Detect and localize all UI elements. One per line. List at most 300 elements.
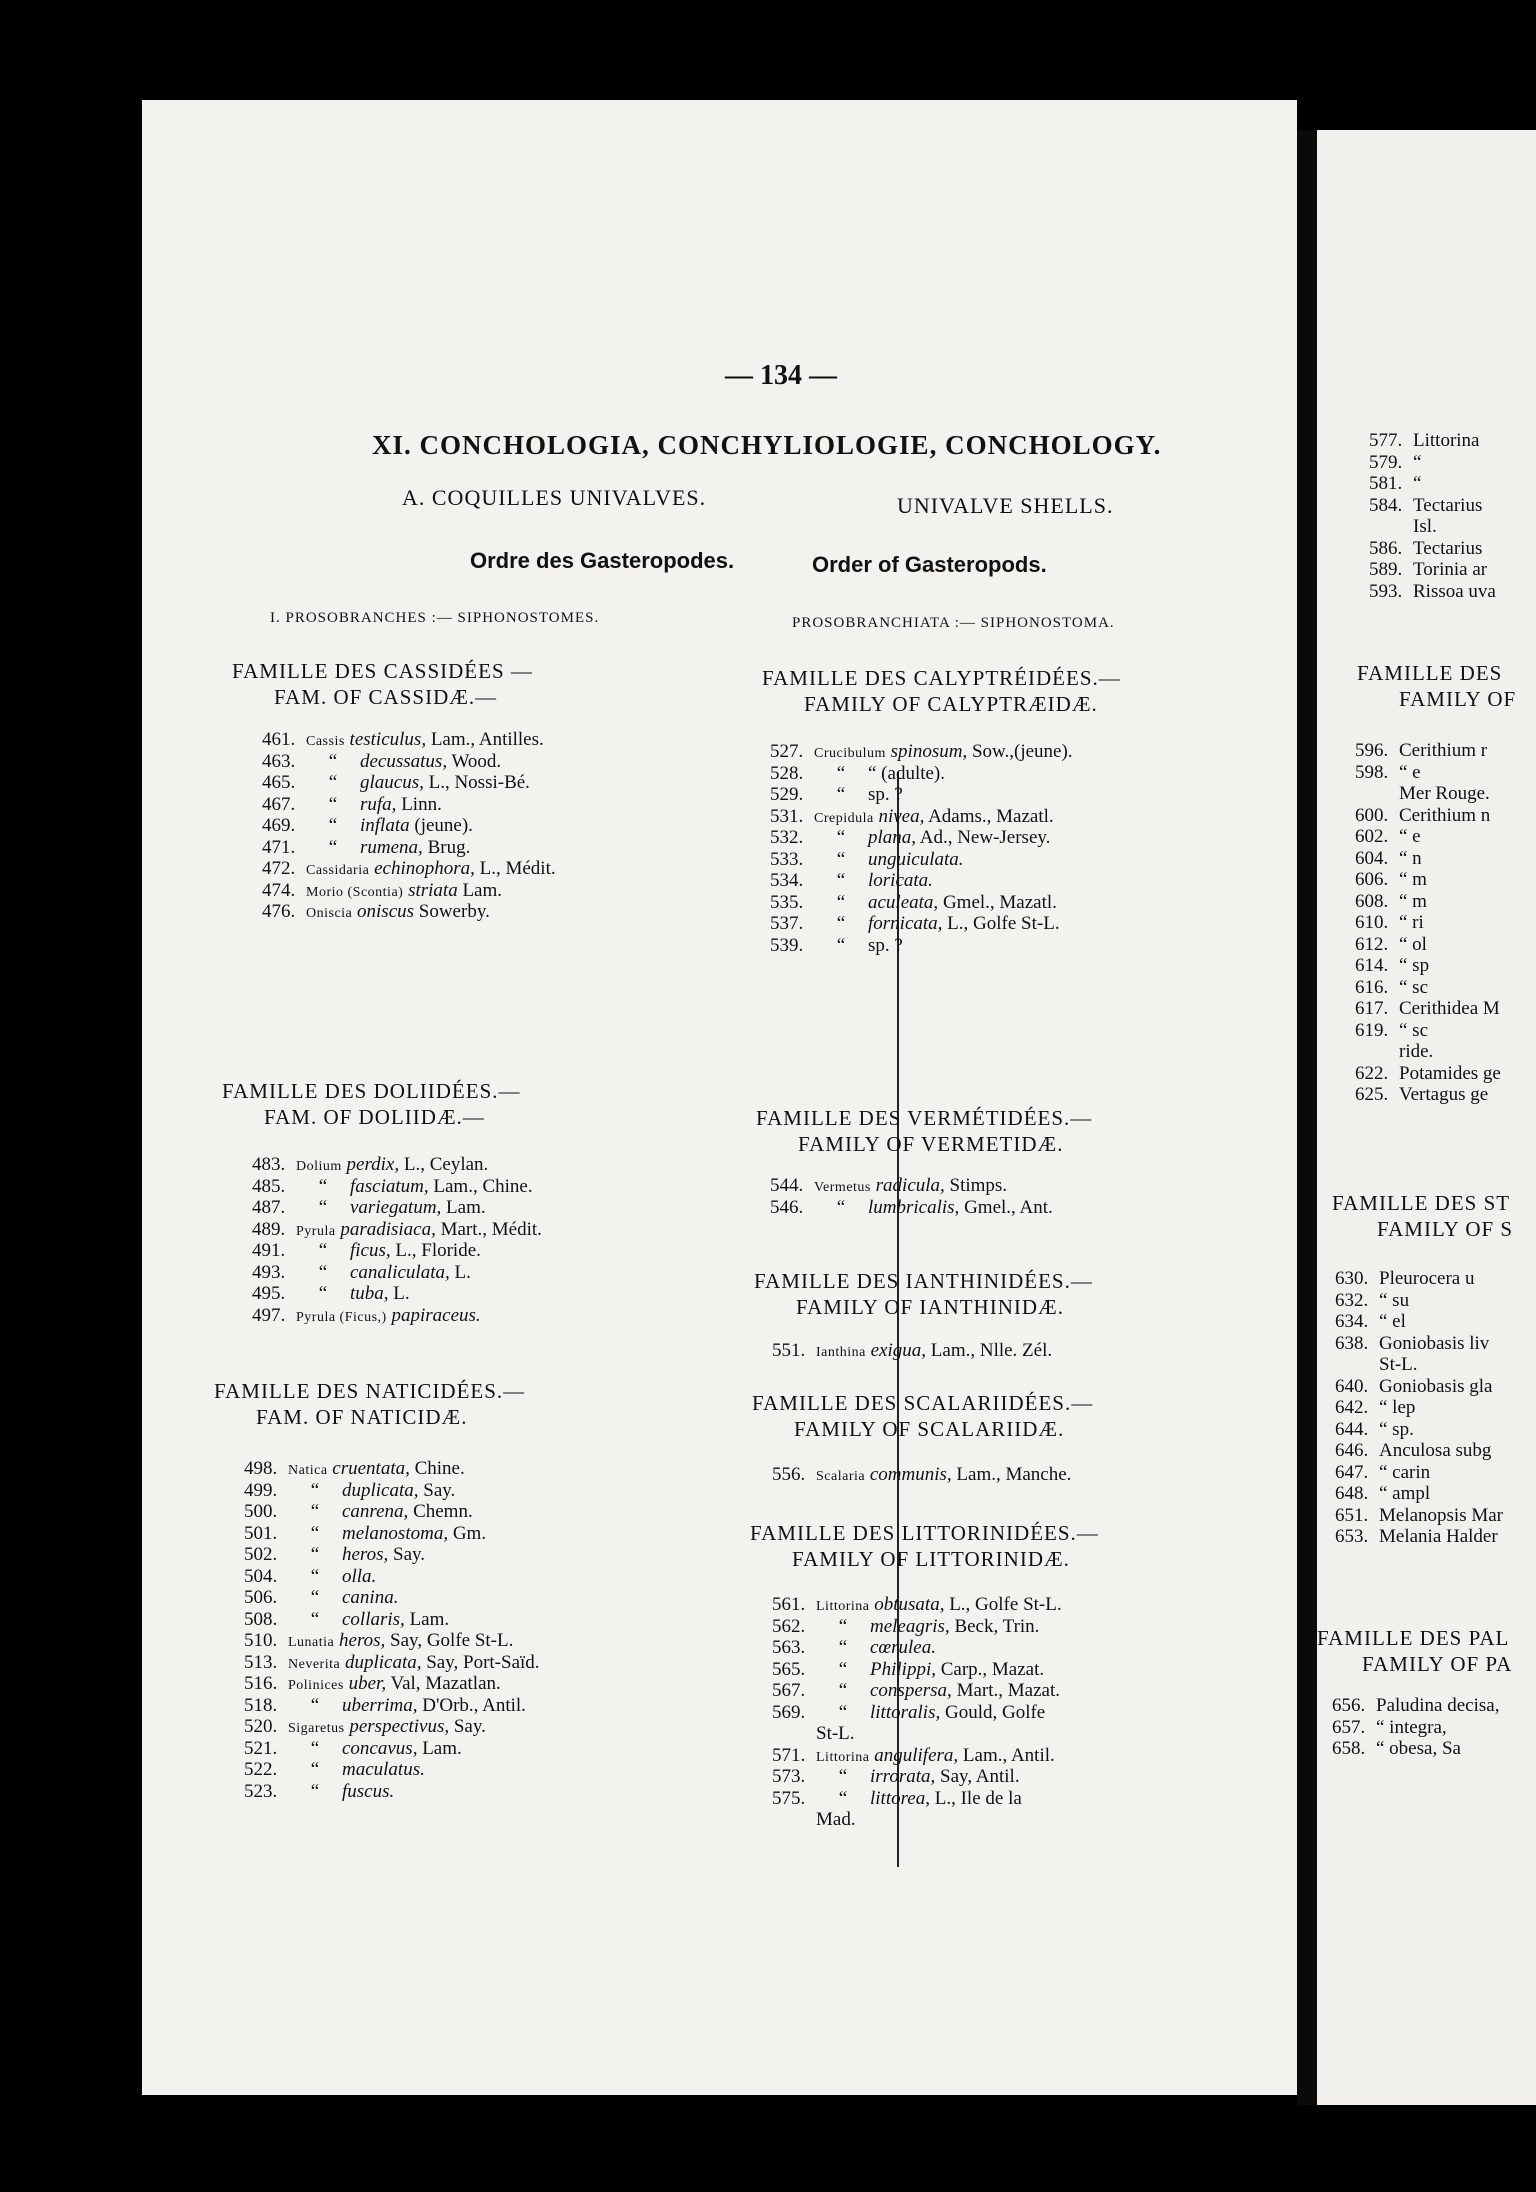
species-name: decussatus, (360, 750, 448, 772)
entry-number: 471. (262, 836, 296, 858)
species-name: canina. (342, 1587, 399, 1608)
entry-number: 521. (244, 1737, 278, 1759)
entry-number: 516. (244, 1673, 278, 1694)
list-item (770, 784, 1121, 806)
list-item (770, 741, 1121, 763)
family-block (754, 1268, 1093, 1362)
entry-text (814, 763, 945, 785)
entry-number: 534. (770, 870, 804, 891)
entry-number: 648. (1335, 1483, 1369, 1504)
species-name: radicula, (875, 1175, 945, 1196)
entry-details: L., Floride. (390, 1240, 481, 1261)
entry-text: “ m (1399, 890, 1427, 912)
entry-number: 539. (770, 934, 804, 956)
species-name: fornicata, (868, 913, 943, 934)
entry-list (214, 1458, 540, 1802)
entry-number: 561. (772, 1594, 806, 1615)
subhead-left: A. COQUILLES UNIVALVES. (402, 485, 707, 510)
entry-number: 604. (1355, 847, 1389, 869)
genus-name: “ (310, 1759, 320, 1780)
list-item (252, 1154, 521, 1176)
list-item (772, 1745, 1099, 1767)
entry-number: 487. (252, 1197, 286, 1218)
entry-text (296, 1176, 533, 1198)
list-item (770, 806, 1121, 828)
list-item (772, 1766, 1099, 1788)
species-name: heros, (342, 1544, 389, 1565)
entry-text (296, 1197, 486, 1219)
entry-number: 499. (244, 1479, 278, 1501)
entry-text (814, 827, 1050, 849)
species-name: ficus, (350, 1240, 391, 1261)
family-block (214, 1378, 540, 1802)
species-name: littoralis, (870, 1701, 941, 1723)
species-name: maculatus. (342, 1759, 425, 1780)
entry-details: “ (adulte). (868, 762, 946, 784)
entry-text: Potamides ge (1399, 1062, 1501, 1084)
entry-text (816, 1745, 1055, 1769)
list-item (252, 1283, 521, 1305)
entry-text (814, 935, 903, 957)
entry-text (816, 1809, 856, 1833)
list-item (262, 901, 533, 923)
species-name: loricata. (868, 870, 933, 891)
species-name: meleagris, (870, 1615, 950, 1637)
entry-number: 640. (1335, 1375, 1369, 1397)
entry-text: “ e (1399, 761, 1421, 783)
entry-number: 497. (252, 1304, 286, 1326)
family-name-fr: FAMILLE DES DOLIIDÉES.— (222, 1079, 521, 1103)
entry-list (750, 1594, 1099, 1831)
entry-details: sp. ? (868, 784, 903, 805)
species-name: melanostoma, (342, 1522, 449, 1544)
entry-details: L., Golfe St-L. (942, 913, 1060, 934)
list-item (244, 1695, 525, 1717)
entry-text: Mer Rouge. (1399, 783, 1490, 804)
list-item (252, 1305, 521, 1327)
entry-text (288, 1630, 513, 1654)
species-name: perspectivus, (349, 1716, 450, 1737)
entry-details: L., Médit. (474, 858, 556, 879)
family-block (752, 1390, 1093, 1486)
entry-text: “ sp. (1379, 1418, 1414, 1440)
entry-list (762, 741, 1121, 956)
species-name: rumena, (360, 836, 423, 858)
genus-name: “ (310, 1479, 320, 1501)
list-item (262, 751, 533, 773)
entry-details: Beck, Trin. (949, 1615, 1040, 1637)
entry-details: Lam., Chine. (428, 1175, 533, 1197)
family-heading (750, 1520, 1099, 1572)
entry-number: 508. (244, 1608, 278, 1630)
genus-name: “ (836, 784, 846, 805)
genus-name: Neverita (288, 1656, 341, 1672)
suborder-en: PROSOBRANCHIATA :— SIPHONOSTOMA. (792, 615, 1115, 631)
list-item (244, 1544, 525, 1566)
entry-number: 546. (770, 1196, 804, 1218)
family-name-fr: FAMILLE DES CALYPTRÉIDÉES.— (762, 666, 1121, 690)
entry-number: 642. (1335, 1397, 1369, 1418)
entry-text (306, 815, 473, 837)
family-name-en: FAMILY OF LITTORINIDÆ. (792, 1547, 1070, 1571)
entry-text (288, 1480, 455, 1502)
entry-number: 465. (262, 772, 296, 793)
entry-number: 610. (1355, 912, 1389, 933)
species-name: glaucus, (360, 772, 424, 793)
list-item (244, 1759, 525, 1781)
family-heading (752, 1390, 1093, 1442)
genus-name: “ (310, 1608, 320, 1630)
page-gutter (1297, 130, 1317, 2105)
entry-number: 644. (1335, 1418, 1369, 1440)
entry-text (288, 1673, 501, 1697)
list-item (770, 913, 1121, 935)
entry-number: 472. (262, 858, 296, 879)
entry-number: 469. (262, 815, 296, 836)
species-name: canaliculata, (350, 1261, 450, 1283)
entry-text (296, 1283, 410, 1305)
genus-name: Vermetus (814, 1180, 871, 1195)
entry-number: 461. (262, 729, 296, 750)
entry-number: 581. (1369, 473, 1403, 494)
list-item (244, 1609, 525, 1631)
species-name: fasciatum, (350, 1175, 429, 1197)
entry-details: Say, Port-Saïd. (421, 1651, 540, 1673)
entry-details: Mart., Médit. (435, 1218, 542, 1240)
genus-name: Morio (Scontia) (306, 884, 404, 900)
entry-text (814, 849, 964, 871)
species-name: obtusata, (874, 1594, 945, 1615)
entry-text: “ (1413, 451, 1422, 473)
entry-text (306, 772, 530, 794)
species-name: communis, (869, 1464, 952, 1485)
genus-name: “ (318, 1261, 328, 1283)
species-name: oniscus (357, 901, 415, 922)
genus-name: Dolium (296, 1159, 342, 1174)
genus-name: “ (328, 815, 338, 836)
list-item (262, 772, 533, 794)
list-item (770, 763, 1121, 785)
entry-text (296, 1240, 481, 1262)
species-name: variegatum, (350, 1197, 442, 1218)
entry-details: L. (388, 1283, 410, 1304)
entry-number: 606. (1355, 869, 1389, 890)
family-name-en: FAMILY OF (1399, 687, 1517, 711)
genus-name: “ (838, 1787, 848, 1809)
entry-text: Isl. (1413, 516, 1437, 537)
list-item (244, 1673, 525, 1695)
species-name: spinosum, (890, 741, 968, 762)
family-name-en: FAMILY OF VERMETIDÆ. (798, 1132, 1064, 1156)
list-item (244, 1630, 525, 1652)
family-name-fr: FAMILLE DES PAL (1317, 1626, 1510, 1650)
genus-name: Polinices (288, 1678, 344, 1693)
entry-text: Rissoa uva (1413, 580, 1496, 602)
species-name: heros, (339, 1630, 386, 1651)
subhead-right: UNIVALVE SHELLS. (897, 493, 1114, 518)
genus-name: “ (838, 1658, 848, 1680)
list-item (770, 827, 1121, 849)
entry-text (288, 1781, 394, 1803)
entry-number: 573. (772, 1766, 806, 1787)
entry-text (814, 1175, 1007, 1199)
entry-number: 527. (770, 741, 804, 762)
family-name-fr: FAMILLE DES ST (1332, 1191, 1511, 1215)
entry-number: 562. (772, 1615, 806, 1637)
list-item (262, 837, 533, 859)
entry-details: D'Orb., Antil. (417, 1694, 526, 1716)
list-item (252, 1262, 521, 1284)
entry-text (288, 1609, 449, 1631)
species-name: papiraceus. (391, 1304, 481, 1326)
entry-details: Lam., Manche. (951, 1464, 1072, 1485)
entry-number: 656. (1332, 1695, 1366, 1716)
entry-text: “ m (1399, 869, 1427, 890)
entry-text: “ sc (1399, 976, 1429, 998)
entry-text (306, 858, 556, 882)
genus-name: “ (318, 1283, 328, 1304)
entry-text (288, 1566, 376, 1588)
entry-text: Melanopsis Mar (1379, 1504, 1504, 1526)
list-item (770, 1175, 1092, 1197)
entry-text (814, 741, 1073, 765)
list-item (244, 1781, 525, 1803)
entry-text (288, 1544, 425, 1566)
entry-details: L., Ile de la (930, 1787, 1022, 1809)
genus-name: Cassidaria (306, 863, 370, 878)
family-block (756, 1105, 1092, 1218)
entry-number: 632. (1335, 1289, 1369, 1311)
page-number: — 134 — (725, 360, 837, 391)
list-item (770, 1197, 1092, 1219)
family-name-en: FAMILY OF S (1377, 1217, 1514, 1241)
family-name-fr: FAMILLE DES NATICIDÉES.— (214, 1379, 526, 1403)
list-item (770, 892, 1121, 914)
entry-number: 622. (1355, 1062, 1389, 1084)
family-heading (754, 1268, 1093, 1320)
entry-details: Adams., Mazatl. (924, 805, 1054, 827)
list-item (244, 1566, 525, 1588)
list-item (770, 870, 1121, 892)
list-item (244, 1458, 525, 1480)
species-name: Philippi, (870, 1658, 936, 1680)
list-item (772, 1340, 1093, 1362)
list-item (252, 1240, 521, 1262)
species-name: fuscus. (342, 1780, 395, 1802)
entry-details: Sow.,(jeune). (967, 741, 1073, 762)
entry-number: 567. (772, 1680, 806, 1701)
family-name-fr: FAMILLE DES CASSIDÉES — (232, 659, 533, 683)
entry-number: 646. (1335, 1440, 1369, 1461)
entry-text (288, 1523, 486, 1545)
entry-details: Say, Antil. (935, 1766, 1020, 1787)
entry-text: “ n (1399, 847, 1422, 869)
entry-number: 638. (1335, 1332, 1369, 1354)
entry-number: 569. (772, 1701, 806, 1723)
genus-name: “ (310, 1737, 320, 1759)
family-heading (1332, 1190, 1513, 1242)
genus-name: “ (328, 750, 338, 772)
species-name: duplicata, (342, 1479, 419, 1501)
entry-text: “ e (1399, 826, 1421, 847)
genus-name: “ (310, 1565, 320, 1587)
entry-text (816, 1723, 855, 1747)
entry-number: 506. (244, 1587, 278, 1608)
genus-name: “ (838, 1615, 848, 1637)
list-item (244, 1501, 525, 1523)
entry-number: 504. (244, 1565, 278, 1587)
entry-details: Lam. (457, 879, 503, 901)
entry-details: L., Golfe St-L. (944, 1594, 1062, 1615)
species-name: conspersa, (870, 1680, 952, 1701)
entry-text: Anculosa subg (1379, 1440, 1492, 1461)
species-name: duplicata, (344, 1651, 422, 1673)
entry-number: 535. (770, 891, 804, 913)
entry-details: Gould, Golfe (940, 1701, 1046, 1723)
entry-number: 593. (1369, 580, 1403, 602)
genus-name: “ (838, 1637, 848, 1658)
entry-number: 467. (262, 793, 296, 815)
entry-text (288, 1652, 540, 1676)
entry-details: Lam. (417, 1737, 462, 1759)
entry-text (814, 1197, 1053, 1219)
species-name: irrorata, (870, 1766, 936, 1787)
family-name-en: FAM. OF NATICIDÆ. (256, 1405, 468, 1429)
species-name: uberrima, (342, 1694, 418, 1716)
entry-number: 529. (770, 784, 804, 805)
family-name-fr: FAMILLE DES (1357, 661, 1503, 685)
entry-details: Chine. (409, 1458, 465, 1479)
entry-number: 616. (1355, 976, 1389, 998)
entry-text: “ obesa, Sa (1376, 1738, 1461, 1759)
entry-text: “ sc (1399, 1019, 1429, 1041)
entry-text: “ lep (1379, 1397, 1416, 1418)
entry-number: 563. (772, 1637, 806, 1658)
entry-number: 565. (772, 1658, 806, 1680)
entry-text (288, 1716, 486, 1740)
entry-number: 483. (252, 1154, 286, 1175)
entry-number: 634. (1335, 1311, 1369, 1332)
entry-text: Cerithium r (1399, 740, 1488, 761)
species-name: canrena, (342, 1501, 409, 1522)
entry-number: 523. (244, 1780, 278, 1802)
entry-number: 537. (770, 913, 804, 934)
entry-number: 520. (244, 1716, 278, 1737)
family-block (762, 665, 1121, 956)
entry-number: 485. (252, 1175, 286, 1197)
entry-text: Pleurocera u (1379, 1268, 1475, 1289)
order-en: Order of Gasteropods. (812, 552, 1047, 577)
genus-name: Cassis (306, 734, 345, 749)
list-item (262, 858, 556, 880)
entry-number: 651. (1335, 1504, 1369, 1526)
entry-number: 489. (252, 1218, 286, 1240)
species-name: aculeata, (868, 891, 939, 913)
genus-name: “ (836, 870, 846, 891)
entry-number: 531. (770, 805, 804, 827)
list-item (772, 1788, 1099, 1810)
list-item (244, 1716, 525, 1738)
entry-text (306, 901, 490, 925)
list-item (262, 880, 533, 902)
entry-number: 619. (1355, 1019, 1389, 1041)
entry-text (814, 913, 1060, 935)
entry-number: 532. (770, 827, 804, 848)
entry-number: 476. (262, 901, 296, 922)
entry-text (816, 1464, 1071, 1488)
entry-number: 598. (1355, 761, 1389, 783)
entry-details: (jeune). (409, 815, 473, 836)
entry-text (296, 1262, 471, 1284)
entry-text (814, 870, 933, 892)
family-name-en: FAM. OF DOLIIDÆ.— (264, 1105, 485, 1129)
entry-number: 647. (1335, 1461, 1369, 1483)
family-name-en: FAMILY OF PA (1362, 1652, 1513, 1676)
entry-details: Carp., Mazat. (935, 1658, 1045, 1680)
entry-text: “ su (1379, 1289, 1410, 1311)
genus-name: Littorina (816, 1599, 870, 1614)
entry-text (814, 892, 1057, 914)
entry-text (816, 1659, 1044, 1681)
entry-text (816, 1788, 1022, 1810)
genus-name: Oniscia (306, 906, 353, 921)
genus-name: “ (310, 1501, 320, 1522)
list-item (772, 1809, 1099, 1831)
entry-details: Say. (418, 1479, 456, 1501)
genus-name: “ (310, 1780, 320, 1802)
species-name: uber, (348, 1673, 387, 1694)
list-item (244, 1523, 525, 1545)
entry-details: Chemn. (408, 1501, 473, 1522)
entry-text: Goniobasis gla (1379, 1375, 1493, 1397)
entry-details: L., Nossi-Bé. (423, 772, 530, 793)
genus-name: “ (836, 827, 846, 848)
list-item (262, 729, 544, 751)
entry-text (288, 1501, 473, 1523)
entry-details: Say, Golfe St-L. (385, 1630, 514, 1651)
genus-name: “ (310, 1694, 320, 1716)
entry-number: 501. (244, 1522, 278, 1544)
entry-number: 556. (772, 1464, 806, 1485)
genus-name: “ (310, 1587, 320, 1608)
list-item (252, 1218, 542, 1241)
entry-number: 586. (1369, 537, 1403, 559)
species-name: rufa, (360, 793, 397, 815)
entry-text (306, 794, 442, 816)
entry-number: 575. (772, 1787, 806, 1809)
species-name: plana, (868, 827, 917, 848)
entry-text (816, 1702, 1045, 1724)
species-name: testiculus, (349, 729, 427, 750)
entry-text: Cerithidea M (1399, 998, 1500, 1019)
species-name: tuba, (350, 1283, 389, 1304)
entry-details: Say. (388, 1544, 426, 1565)
list-item (262, 815, 533, 837)
entry-number: 658. (1332, 1738, 1366, 1759)
genus-name: “ (836, 762, 846, 784)
entry-text: St-L. (1379, 1354, 1418, 1375)
species-name: littorea, (870, 1787, 930, 1809)
genus-name: Littorina (816, 1749, 870, 1765)
genus-name: “ (318, 1240, 328, 1261)
entry-list (222, 1154, 542, 1326)
entry-details: Gmel., Mazatl. (938, 891, 1057, 913)
entry-text (296, 1219, 542, 1243)
entry-number: 608. (1355, 890, 1389, 912)
entry-details: Mart., Mazat. (951, 1680, 1060, 1701)
entry-details: Say. (449, 1716, 486, 1737)
entry-text: “ integra, (1376, 1716, 1447, 1738)
